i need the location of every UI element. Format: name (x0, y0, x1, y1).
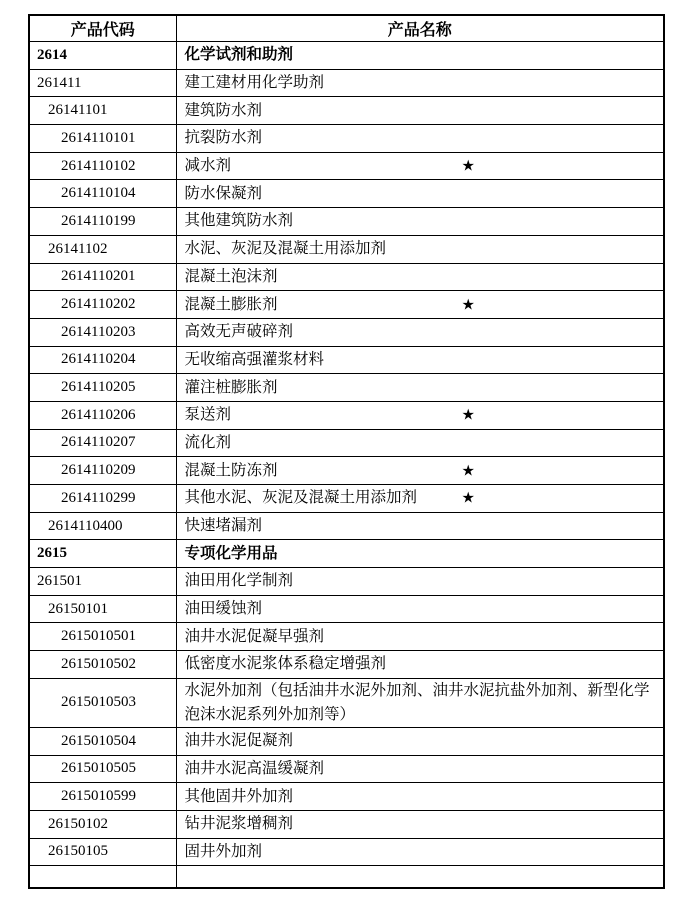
table-row (29, 291, 664, 319)
table-row (29, 783, 664, 811)
product-code-cell: 2614110209 (29, 457, 176, 485)
product-code-cell: 2615010504 (29, 727, 176, 755)
table-row (29, 346, 664, 374)
product-name-cell (176, 783, 664, 811)
product-code-cell: 2614110101 (29, 125, 176, 153)
product-name-text: 建工建材用化学助剂 (184, 74, 325, 92)
table-row (29, 401, 664, 429)
product-code-cell (29, 866, 176, 888)
table-row (29, 623, 664, 651)
header-product-name: 产品名称 (176, 15, 664, 42)
product-name-cell (176, 125, 664, 153)
product-code-cell: 2614110299 (29, 485, 176, 513)
product-name-cell (176, 152, 664, 180)
table-row (29, 838, 664, 866)
product-name-text: 化学试剂和助剂 (184, 46, 294, 64)
product-name-cell (176, 235, 664, 263)
product-code-cell: 2614110206 (29, 401, 176, 429)
table-row (29, 125, 664, 153)
product-name-cell (176, 69, 664, 97)
table-row (29, 485, 664, 513)
table-row (29, 568, 664, 596)
product-name-cell (176, 512, 664, 540)
product-code-cell: 2614110205 (29, 374, 176, 402)
product-code-cell: 2614110400 (29, 512, 176, 540)
table-row (29, 810, 664, 838)
product-name-cell (176, 568, 664, 596)
table-row (29, 678, 664, 727)
table-row (29, 429, 664, 457)
table-row (29, 180, 664, 208)
product-name-text: 混凝土泡沫剂 (184, 267, 278, 285)
product-code-cell: 2614110201 (29, 263, 176, 291)
product-name-text: 无收缩高强灌浆材料 (184, 350, 325, 368)
product-name-text: 建筑防水剂 (184, 101, 263, 119)
product-name-text: 流化剂 (184, 433, 232, 451)
product-name-text: 油田缓蚀剂 (184, 600, 263, 618)
product-code-cell: 2614110104 (29, 180, 176, 208)
product-name-cell (176, 727, 664, 755)
table-header-row (29, 15, 664, 42)
table-row (29, 42, 664, 70)
product-code-cell: 26141102 (29, 235, 176, 263)
product-name-cell (176, 97, 664, 125)
product-name-cell (176, 429, 664, 457)
product-code-cell: 2614110202 (29, 291, 176, 319)
product-name-cell (176, 595, 664, 623)
table-row (29, 374, 664, 402)
table-row (29, 235, 664, 263)
product-name-text: 其他水泥、灰泥及混凝土用添加剂 (184, 489, 418, 507)
product-name-text: 油井水泥促凝早强剂 (184, 627, 325, 645)
product-code-cell: 2614110203 (29, 318, 176, 346)
table-row (29, 651, 664, 679)
product-name-cell (176, 838, 664, 866)
table-row (29, 457, 664, 485)
table-row (29, 318, 664, 346)
product-name-cell (176, 291, 664, 319)
product-code-cell: 26150101 (29, 595, 176, 623)
product-name-cell (176, 263, 664, 291)
product-name-text: 混凝土膨胀剂 (184, 295, 278, 313)
product-name-text: 固井外加剂 (184, 842, 263, 860)
product-code-table (28, 14, 665, 889)
product-name-cell (176, 457, 664, 485)
product-name-text: 油田用化学制剂 (184, 572, 294, 590)
product-name-text: 其他建筑防水剂 (184, 212, 294, 230)
product-name-text: 专项化学用品 (184, 544, 278, 562)
table-row (29, 512, 664, 540)
product-code-cell: 2614 (29, 42, 176, 70)
table-row (29, 208, 664, 236)
product-name-cell (176, 485, 664, 513)
star-icon: ★ (461, 156, 475, 175)
star-icon: ★ (461, 461, 475, 480)
product-code-cell: 2615010502 (29, 651, 176, 679)
product-name-text: 防水保凝剂 (184, 184, 263, 202)
product-code-cell: 26150102 (29, 810, 176, 838)
table-row (29, 97, 664, 125)
product-name-text: 灌注桩膨胀剂 (184, 378, 278, 396)
product-name-text: 抗裂防水剂 (184, 129, 263, 147)
product-code-cell: 2615010503 (29, 678, 176, 727)
table-row (29, 755, 664, 783)
product-name-text: 油井水泥高温缓凝剂 (184, 759, 325, 777)
product-code-cell: 2614110207 (29, 429, 176, 457)
header-product-code: 产品代码 (29, 15, 176, 42)
product-name-cell (176, 208, 664, 236)
product-name-cell (176, 401, 664, 429)
table-row (29, 69, 664, 97)
product-name-text: 低密度水泥浆体系稳定增强剂 (184, 655, 387, 673)
product-name-text: 水泥外加剂（包括油井水泥外加剂、油井水泥抗盐外加剂、新型化学泡沫水泥系列外加剂等） (184, 681, 650, 723)
product-name-text: 钻井泥浆增稠剂 (184, 815, 294, 833)
star-icon: ★ (461, 295, 475, 314)
product-name-text: 其他固井外加剂 (184, 787, 294, 805)
product-code-cell: 2615 (29, 540, 176, 568)
table-row (29, 727, 664, 755)
product-name-cell (176, 810, 664, 838)
product-name-cell (176, 866, 664, 888)
product-name-text: 油井水泥促凝剂 (184, 732, 294, 750)
product-code-cell: 2615010599 (29, 783, 176, 811)
product-code-cell: 2615010505 (29, 755, 176, 783)
table-row (29, 540, 664, 568)
product-name-cell (176, 180, 664, 208)
product-code-cell: 2614110199 (29, 208, 176, 236)
product-name-cell (176, 651, 664, 679)
table-row (29, 595, 664, 623)
product-code-cell: 261411 (29, 69, 176, 97)
product-name-cell (176, 755, 664, 783)
product-code-cell: 26150105 (29, 838, 176, 866)
product-name-text: 泵送剂 (184, 406, 232, 424)
product-name-text: 混凝土防冻剂 (184, 461, 278, 479)
star-icon: ★ (461, 488, 475, 507)
table-row-partial (29, 866, 664, 888)
product-name-cell (176, 678, 664, 727)
product-code-cell: 26141101 (29, 97, 176, 125)
product-name-text: 快速堵漏剂 (184, 517, 263, 535)
product-name-cell (176, 42, 664, 70)
product-name-cell (176, 540, 664, 568)
product-name-cell (176, 374, 664, 402)
product-code-cell: 2614110204 (29, 346, 176, 374)
product-name-text: 高效无声破碎剂 (184, 323, 294, 341)
table-body (29, 42, 664, 888)
star-icon: ★ (461, 405, 475, 424)
product-name-cell (176, 318, 664, 346)
product-code-cell: 261501 (29, 568, 176, 596)
product-name-text: 减水剂 (184, 157, 232, 175)
table-row (29, 263, 664, 291)
table-row (29, 152, 664, 180)
product-name-cell (176, 346, 664, 374)
product-name-cell (176, 623, 664, 651)
product-code-cell: 2614110102 (29, 152, 176, 180)
product-name-text: 水泥、灰泥及混凝土用添加剂 (184, 240, 387, 258)
product-code-cell: 2615010501 (29, 623, 176, 651)
